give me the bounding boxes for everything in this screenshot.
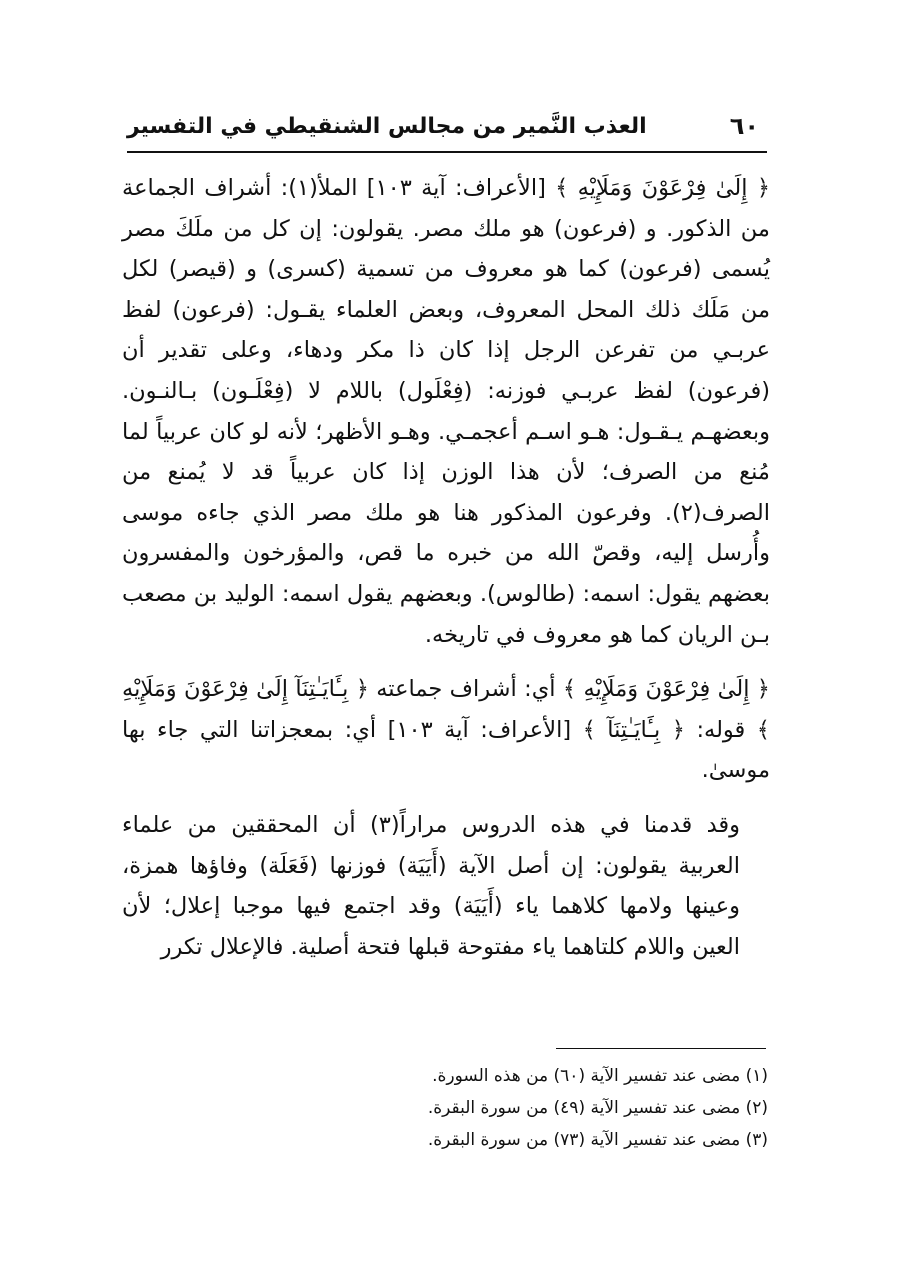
running-header	[127, 112, 767, 148]
header-divider	[127, 151, 767, 153]
paragraph-1: ﴿ إِلَىٰ فِرْعَوْنَ وَمَلَإِيْهِ ﴾ [الأعراف: آية ١٠٣] الملأ(١): أشراف الجماعة من الذكور. و (فرعون) هو ملك مصر. يقولون: إن كل من ملَكَ مصر يُسمى (فرعون) كما هو معروف من تسمية (كسرى) و (قيصر) لكل من مَلَك ذلك المحل المعروف، وبعض العلماء يقـول: (فرعون) لفظ عربـي من تفرعن الرجل إذا كان ذا مكر ودهاء، وعلى تقدير أن (فرعون) لفظ عربـي فوزنه: (فِعْلَول) باللام لا (فِعْلَـون) بـالنـون. وبعضهـم يـقـول: هـو اسـم أعجمـي. وهـو الأظهر؛ لأنه لو كان عربياً لما مُنع من الصرف؛ لأن هذا الوزن إذا كان عربياً قد لا يُمنع من الصرف(٢). وفرعون المذكور هنا هو ملك مصر الذي جاءه موسى وأُرسل إليه، وقصّ الله من خبره ما قص، والمؤرخون والمفسرون بعضهم يقول: اسمه: (طالوس). وبعضهم يقول اسمه: الوليد بن مصعب بـن الريان كما هو معروف في تاريخه.	[122, 175, 770, 648]
paragraph-2: ﴿ إِلَىٰ فِرْعَوْنَ وَمَلَإِيْهِ ﴾ أي: أشراف جماعته ﴿ بِـَٔايَـٰتِنَآ إِلَىٰ فِرْعَوْنَ وَمَلَإِيْهِ ﴾ قوله: ﴿ بِـَٔايَـٰتِنَآ ﴾ [الأعراف: آية ١٠٣] أي: بمعجزاتنا التي جاء بها موسىٰ.	[122, 676, 770, 784]
running-title: العذب النَّمير من مجالس الشنقيطي في التفسير	[127, 114, 647, 139]
footnote-divider	[556, 1048, 766, 1049]
paragraph-3: وقد قدمنا في هذه الدروس مراراً(٣) أن المحققين من علماء العربية يقولون: إن أصل الآية (أَيَيَة) فوزنها (فَعَلَة) وفاؤها همزة، وعينها ولامها كلاهما ياء (أَيَيَة) وقد اجتمع فيها موجبا إعلال؛ لأن العين واللام كلتاهما ياء مفتوحة قبلها فتحة أصلية. فالإعلال تكرر	[122, 811, 740, 960]
main-text	[122, 168, 770, 967]
footnotes	[428, 1060, 768, 1156]
footnote-2: (٢) مضى عند تفسير الآية (٤٩) من سورة البقرة.	[427, 1098, 768, 1118]
page-number: ٦٠	[729, 112, 759, 140]
footnote-3: (٣) مضى عند تفسير الآية (٧٣) من سورة البقرة.	[427, 1130, 768, 1150]
footnote-1: (١) مضى عند تفسير الآية (٦٠) من هذه السورة.	[432, 1066, 768, 1086]
